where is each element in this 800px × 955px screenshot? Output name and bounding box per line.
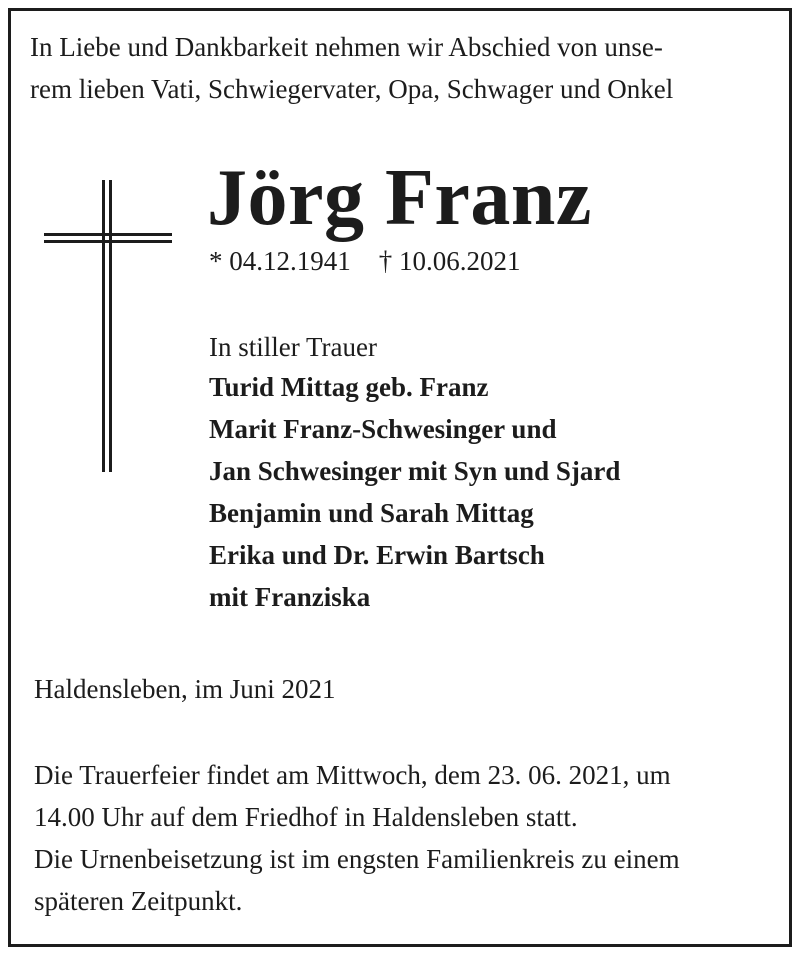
mourner-3: Jan Schwesinger mit Syn und Sjard <box>209 456 621 486</box>
deceased-name: Jörg Franz <box>207 154 592 242</box>
mourner-5: Erika und Dr. Erwin Bartsch <box>209 540 545 570</box>
funeral-line-4: späteren Zeitpunkt. <box>34 886 243 916</box>
funeral-line-1: Die Trauerfeier findet am Mittwoch, dem 23. 06. 2021, um <box>34 760 671 790</box>
mourner-2: Marit Franz-Schwesinger und <box>209 414 557 444</box>
mourning-heading: In stiller Trauer <box>209 332 377 362</box>
intro-line-1: In Liebe und Dankbarkeit nehmen wir Abschied von unse- <box>30 32 663 62</box>
life-dates <box>209 240 521 282</box>
intro-text <box>30 26 673 110</box>
place-date: Haldensleben, im Juni 2021 <box>34 674 336 704</box>
death-date: † 10.06.2021 <box>378 246 521 276</box>
funeral-line-3: Die Urnenbeisetzung ist im engsten Familienkreis zu einem <box>34 844 680 874</box>
birth-date: * 04.12.1941 <box>209 246 351 276</box>
funeral-line-2: 14.00 Uhr auf dem Friedhof in Haldensleben statt. <box>34 802 578 832</box>
mourner-4: Benjamin und Sarah Mittag <box>209 498 534 528</box>
mourner-1: Turid Mittag geb. Franz <box>209 372 489 402</box>
mourner-list <box>209 366 620 618</box>
funeral-info <box>34 754 680 922</box>
cross-icon <box>40 180 172 472</box>
intro-line-2: rem lieben Vati, Schwiegervater, Opa, Schwager und Onkel <box>30 74 674 104</box>
mourner-6: mit Franziska <box>209 582 371 612</box>
